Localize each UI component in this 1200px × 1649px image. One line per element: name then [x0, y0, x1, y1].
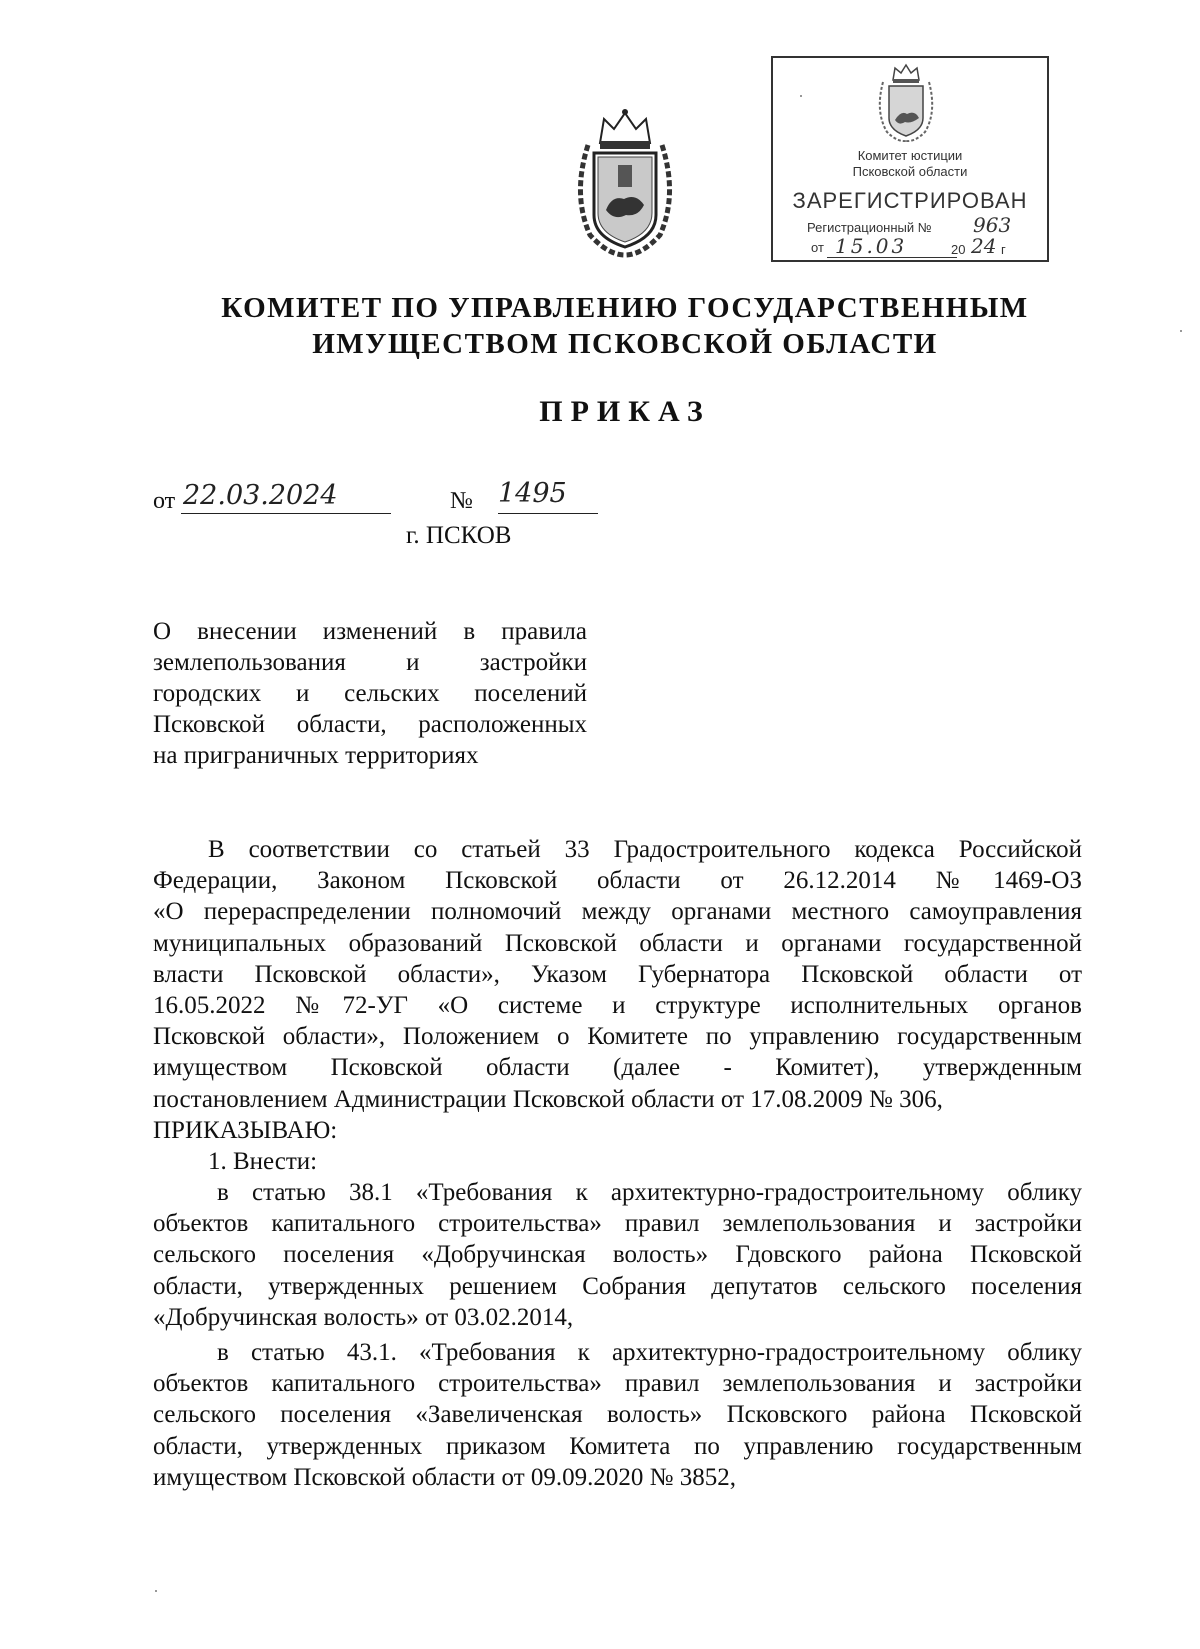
number-value: 1495 [498, 478, 598, 514]
stamp-date-value: 15.03 [835, 234, 908, 258]
body-line: в статью 43.1. «Требования к архитектурно-градостроительному облику [217, 1339, 1082, 1366]
number-label: № [450, 488, 473, 514]
org-title [100, 290, 1150, 362]
body-line: Псковской области», Положением о Комитете по управлению государственным [153, 1023, 1082, 1051]
body-line: ПРИКАЗЫВАЮ: [153, 1116, 338, 1144]
body-line: муниципальных образований Псковской области и органами государственной [153, 929, 1082, 957]
stamp-year-prefix: 20 [951, 242, 966, 257]
body-line: имуществом Псковской области от 09.09.2020 № 3852, [153, 1463, 736, 1491]
body-line: области, утвержденных приказом Комитета по управлению государственным [153, 1432, 1082, 1460]
subject-line: О внесении изменений в правила [153, 618, 587, 645]
body-line: «О перераспределении полномочий между органами местного самоуправления [153, 898, 1082, 926]
city: г. ПСКОВ [406, 522, 512, 549]
subject-line: землепользования и застройки [153, 649, 587, 676]
body-line: объектов капитального строительства» правил землепользования и застройки [153, 1370, 1082, 1398]
body-line: сельского поселения «Добручинская волость» Гдовского района Псковской [153, 1241, 1082, 1269]
subject-line: Псковской области, расположенных [153, 711, 587, 738]
body-line: 1. Внести: [208, 1147, 318, 1175]
body-text [153, 834, 1082, 1493]
body-line: постановлением Администрации Псковской области от 17.08.2009 № 306, [153, 1085, 943, 1113]
stamp-reg-number: 963 [973, 213, 1012, 237]
body-line: объектов капитального строительства» правил землепользования и застройки [153, 1210, 1082, 1238]
stamp-org-line2: Псковской области [852, 164, 968, 179]
stamp-reg-label: Регистрационный № [807, 220, 932, 235]
body-line: Федерации, Законом Псковской области от 26.12.2014 №1469-ОЗ [153, 867, 1082, 895]
stamp-date-label: от [811, 240, 824, 255]
subject-line: городских и сельских поселений [153, 680, 587, 707]
coat-of-arms-emblem [560, 105, 690, 260]
stamp-year-suffix: г [1001, 242, 1006, 257]
body-line: имуществом Псковской области (далее - Комитет), утвержденным [153, 1054, 1082, 1082]
body-line: 16.05.2022 №72-УГ «О системе и структуре исполнительных органов [153, 991, 1082, 1019]
body-line: В соответствии со статьей 33 Градостроительного кодекса Российской [208, 836, 1082, 863]
stamp-emblem-icon [871, 62, 941, 142]
body-line: в статью 38.1 «Требования к архитектурно-градостроительному облику [217, 1179, 1082, 1207]
body-line: области, утвержденных решением Собрания депутатов сельского поселения [153, 1272, 1082, 1300]
body-line: власти Псковской области», Указом Губернатора Псковской области от [153, 960, 1082, 988]
org-title-line1: КОМИТЕТ ПО УПРАВЛЕНИЮ ГОСУДАРСТВЕННЫМ [221, 292, 1029, 324]
doc-type-heading: ПРИКАЗ [539, 395, 711, 428]
body-line: сельского поселения «Завеличенская волость» Псковского района Псковской [153, 1401, 1082, 1429]
stamp-year-value: 24 [971, 234, 997, 258]
scan-speck [155, 1590, 157, 1592]
scan-speck [800, 95, 802, 97]
stamp-org-line1: Комитет юстиции [857, 148, 963, 163]
date-label: от [153, 488, 176, 514]
scan-speck [1180, 330, 1182, 332]
stamp-date-underline [827, 257, 957, 258]
registration-stamp [771, 56, 1049, 262]
subject-line: на приграничных территориях [153, 742, 479, 769]
org-title-line2: ИМУЩЕСТВОМ ПСКОВСКОЙ ОБЛАСТИ [312, 328, 938, 360]
date-value: 22.03.2024 [181, 480, 391, 514]
body-line: «Добручинская волость» от 03.02.2014, [153, 1303, 574, 1331]
subject-block [153, 616, 587, 771]
stamp-status: ЗАРЕГИСТРИРОВАН [792, 188, 1028, 213]
